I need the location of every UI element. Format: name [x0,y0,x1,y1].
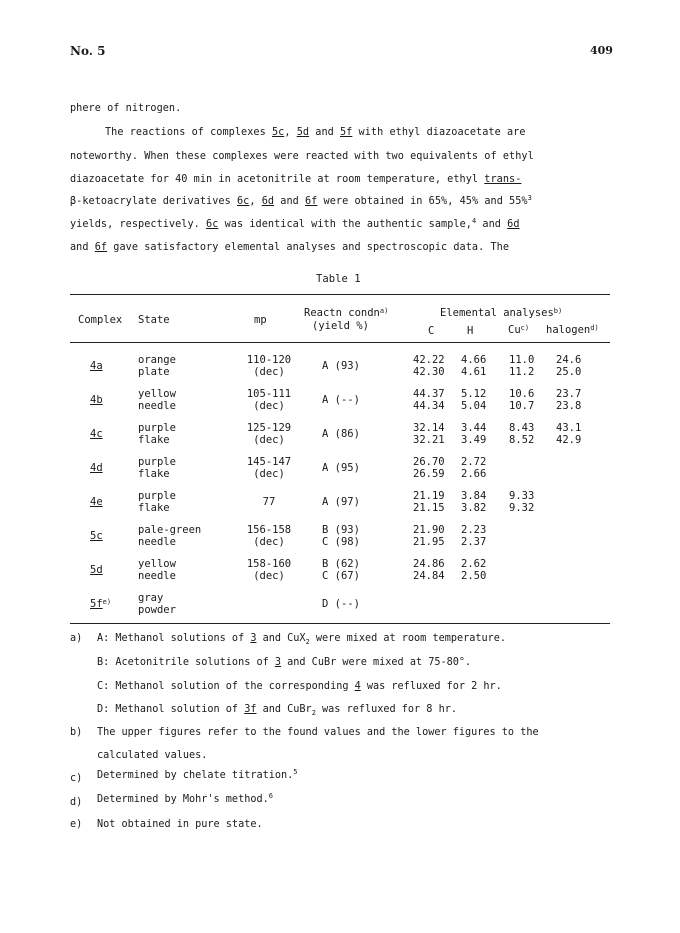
cell-complex [90,462,103,474]
footnote-c-line [97,770,298,781]
cell-mp: 156-158 [246,524,292,536]
text-span: Determined by chelate titration. [97,770,294,781]
cell-mp: 158-160 [246,558,292,570]
text-line-1: phere of nitrogen. [70,103,182,114]
cell-state: yellow [138,388,176,400]
cell-h: 4.61 [461,366,487,378]
cell-cu: 10.7 [509,400,535,412]
journal-issue: No. 5 [70,44,106,58]
cell-condition: A (97) [322,496,360,508]
citation: 6 [268,792,273,800]
compound-ref: 4d [90,462,103,474]
col-header-cu [508,324,529,336]
cell-condition: C (98) [322,536,360,548]
table-bottom-rule [70,623,610,624]
cell-c: 42.22 [413,354,445,366]
cell-c: 26.59 [413,468,445,480]
cell-cu: 9.33 [509,490,535,502]
footnote-e-line: Not obtained in pure state. [97,819,263,830]
col-header-mp: mp [254,314,267,326]
col-header-complex: Complex [78,314,123,326]
compound-ref: 4a [90,360,103,372]
compound-ref: 4e [90,496,103,508]
cell-halogen: 23.7 [556,388,582,400]
citation: 5 [293,768,298,776]
compound-ref: 4 [354,681,361,692]
subscript: 2 [305,638,310,646]
cell-mp: (dec) [253,366,285,378]
footnote-d-label: d) [70,797,83,808]
compound-ref: 6c [206,219,219,230]
cell-h: 3.49 [461,434,487,446]
page-number: 409 [590,44,613,57]
col-header-elemental [440,307,562,319]
cell-mp: (dec) [253,468,285,480]
text-span: C: Methanol solution of the corresponding [97,681,355,692]
cell-cu: 11.0 [509,354,535,366]
cell-h: 2.72 [461,456,487,468]
compound-ref: 6d [507,219,520,230]
cell-state: plate [138,366,170,378]
cell-state: needle [138,400,176,412]
cell-halogen: 24.6 [556,354,582,366]
cell-condition: C (67) [322,570,360,582]
cell-c: 44.37 [413,388,445,400]
cell-h: 2.23 [461,524,487,536]
text-span: were mixed at room temperature. [309,633,507,644]
compound-ref: 3 [250,633,257,644]
cell-condition: D (--) [322,598,360,610]
text-span: D: Methanol solution of [97,704,245,715]
cell-state: gray [138,592,164,604]
footnote-a-line-3 [97,681,502,692]
text-line-6 [70,219,520,230]
cell-complex [90,564,103,576]
cell-state: purple [138,456,176,468]
compound-ref: 5f [90,598,103,610]
text-span: and CuBr [256,704,312,715]
text-span: diazoacetate for 40 min in acetonitrile at room temperature, ethyl [70,174,485,185]
col-header-halogen [546,324,599,336]
cell-mp: (dec) [253,536,285,548]
compound-ref: 3 [274,657,282,668]
cell-state: pale-green [138,524,202,536]
footnote-mark: d) [590,324,599,332]
footnote-mark: a) [379,307,389,315]
cell-h: 5.12 [461,388,487,400]
header-text: Cu [508,324,521,336]
compound-ref: 5d [90,564,103,576]
footnote-a-line-2 [97,657,471,668]
footnote-a-line-4 [97,704,457,715]
cell-state: needle [138,570,176,582]
cell-state: flake [138,468,170,480]
col-header-state: State [138,314,170,326]
footnote-a-line-1 [97,633,506,644]
cell-complex [90,360,103,372]
cell-h: 3.44 [461,422,487,434]
cell-cu: 11.2 [509,366,535,378]
cell-state: needle [138,536,176,548]
cell-c: 44.34 [413,400,445,412]
cell-halogen: 23.8 [556,400,582,412]
cell-halogen: 43.1 [556,422,582,434]
cell-mp: (dec) [253,400,285,412]
cell-c: 42.30 [413,366,445,378]
footnote-b-line-1: The upper figures refer to the found values and the lower figures to the [97,727,539,738]
cell-h: 5.04 [461,400,487,412]
compound-ref: 3f [244,704,257,715]
cell-state: orange [138,354,176,366]
footnote-mark: c) [520,324,530,332]
cell-state: flake [138,434,170,446]
cell-complex [90,496,103,508]
cell-complex [90,428,103,440]
cell-h: 3.84 [461,490,487,502]
compound-ref: 5c [271,127,285,138]
compound-ref: 5c [90,530,103,542]
cell-c: 32.14 [413,422,445,434]
compound-ref: 6c [236,196,250,207]
cell-h: 2.62 [461,558,487,570]
text-span: was refluxed for 2 hr. [360,681,502,692]
text-span: The reactions of complexes [105,127,272,138]
subscript: 2 [311,709,316,717]
footnote-b-line-2: calculated values. [97,750,208,761]
footnote-a-label: a) [70,633,83,644]
cell-cu: 8.43 [509,422,535,434]
footnote-mark: e) [102,598,112,606]
cell-state: powder [138,604,176,616]
cell-cu: 9.32 [509,502,535,514]
cell-h: 2.37 [461,536,487,548]
col-header-reactn [304,307,388,319]
cell-halogen: 42.9 [556,434,582,446]
cell-mp: 145-147 [246,456,292,468]
header-text: halogen [546,324,591,336]
text-line-7 [70,242,509,253]
cell-c: 32.21 [413,434,445,446]
compound-ref: 6f [94,242,108,253]
cell-h: 3.82 [461,502,487,514]
compound-ref: 4c [90,428,103,440]
text-span: A: Methanol solutions of [97,633,251,644]
text-span: β-ketoacrylate derivatives [70,196,237,207]
cell-mp: 77 [262,496,276,508]
text-line-3: noteworthy. When these complexes were reacted with two equivalents of ethyl [70,151,534,162]
text-span: and [70,242,95,253]
cell-cu: 10.6 [509,388,535,400]
text-span: and [274,196,305,207]
text-span: and [309,127,340,138]
cell-c: 24.84 [413,570,445,582]
text-span: was identical with the authentic sample, [218,219,472,230]
footnote-mark: b) [553,307,563,315]
citation: 4 [471,217,477,225]
footnote-d-line [97,794,273,805]
col-header-c: C [428,325,435,337]
text-span: yields, respectively. [70,219,207,230]
cell-cu: 8.52 [509,434,535,446]
cell-condition: A (95) [322,462,360,474]
cell-state: purple [138,490,176,502]
text-span: Determined by Mohr's method. [97,794,269,805]
text-span: and CuX [256,633,306,644]
cell-c: 26.70 [413,456,445,468]
cell-h: 4.66 [461,354,487,366]
cell-mp: 125-129 [246,422,292,434]
compound-ref: 6f [305,196,318,207]
text-line-5 [70,196,532,207]
table-title: Table 1 [316,273,361,285]
cell-state: purple [138,422,176,434]
cell-complex [90,394,103,406]
cell-condition: B (62) [322,558,360,570]
text-span: , [284,127,297,138]
cell-condition: A (93) [322,360,360,372]
cell-mp: 105-111 [246,388,292,400]
cell-h: 2.50 [461,570,487,582]
text-span: trans- [484,174,522,185]
text-line-4 [70,174,521,185]
compound-ref: 6d [261,196,275,207]
table-header-rule [70,342,610,343]
text-span: , [249,196,262,207]
header-text: Elemental analyses [440,307,554,319]
footnote-b-label: b) [70,727,83,738]
cell-condition: A (86) [322,428,360,440]
text-span: and CuBr were mixed at 75-80°. [281,657,472,668]
cell-complex [90,530,103,542]
cell-state: flake [138,502,170,514]
text-span: with ethyl diazoacetate are [352,127,526,138]
footnote-c-label: c) [70,773,83,784]
cell-state: yellow [138,558,176,570]
compound-ref: 4b [90,394,103,406]
compound-ref: 5f [340,127,353,138]
text-span: were obtained in 65%, 45% and 55% [317,196,528,207]
text-span: gave satisfactory elemental analyses and spectroscopic data. The [107,242,510,253]
cell-c: 21.19 [413,490,445,502]
cell-complex [90,598,111,610]
col-header-h: H [467,325,474,337]
table-top-rule [70,294,610,295]
cell-h: 2.66 [461,468,487,480]
compound-ref: 5d [296,127,310,138]
text-span: and [476,219,508,230]
citation: 3 [527,194,532,202]
col-header-yield: (yield %) [312,320,369,332]
cell-c: 21.90 [413,524,445,536]
cell-mp: 110-120 [246,354,292,366]
cell-c: 24.86 [413,558,445,570]
cell-mp: (dec) [253,570,285,582]
footnote-e-label: e) [70,819,83,830]
text-span: was refluxed for 8 hr. [315,704,457,715]
text-span: B: Acetonitrile solutions of [97,657,275,668]
cell-condition: A (--) [322,394,360,406]
cell-condition: B (93) [322,524,360,536]
cell-c: 21.95 [413,536,445,548]
cell-halogen: 25.0 [556,366,582,378]
header-text: Reactn condn [304,307,380,319]
cell-c: 21.15 [413,502,445,514]
cell-mp: (dec) [253,434,285,446]
text-line-2 [105,127,526,138]
